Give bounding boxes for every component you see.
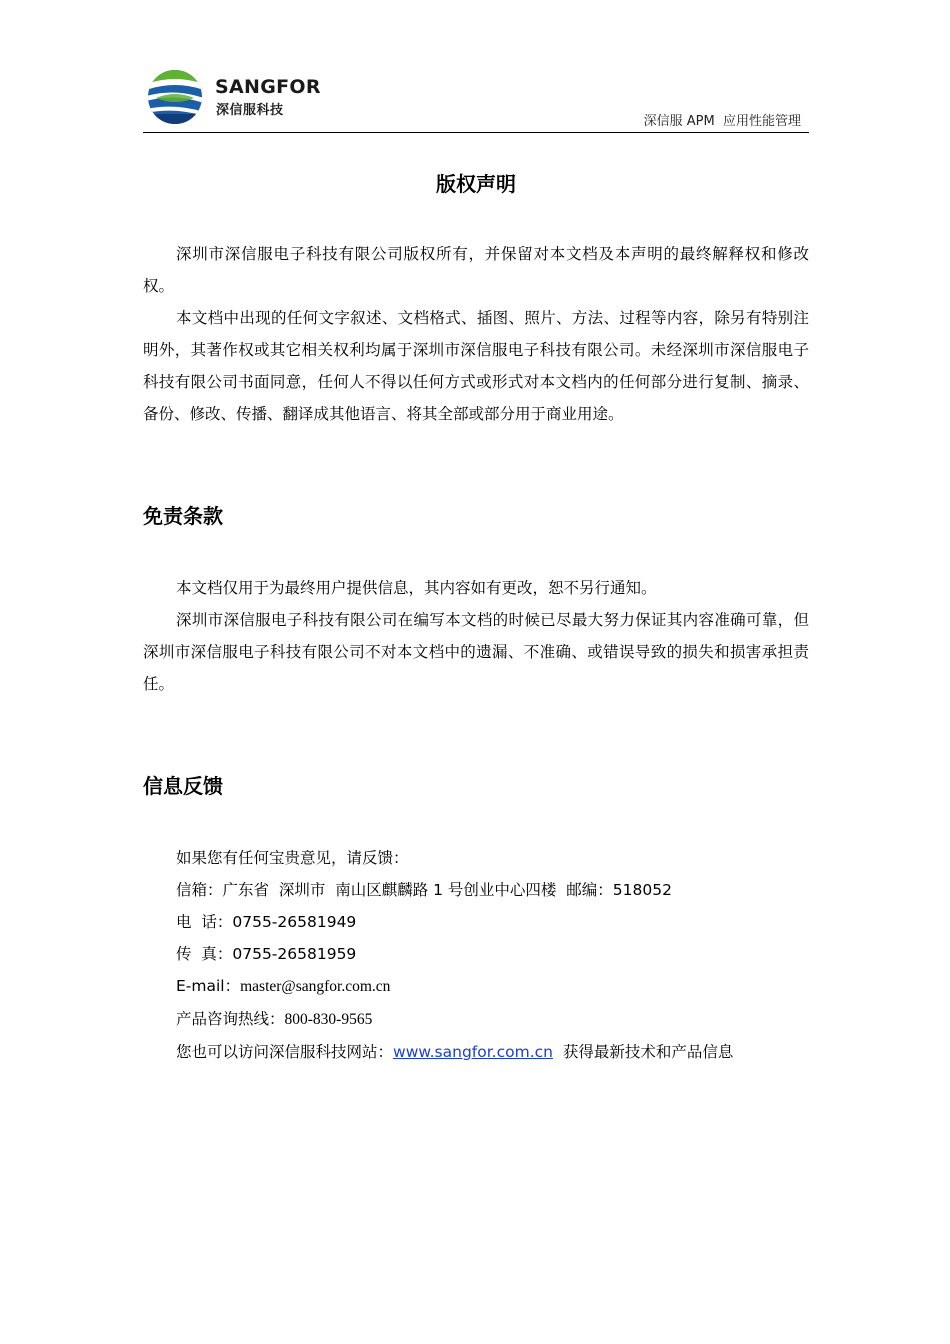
copyright-section [143,168,809,430]
hotline-number: 800-830-9565 [284,1011,373,1028]
page-header [143,66,809,133]
disclaimer-paragraph-2: 深圳市深信服电子科技有限公司在编写本文档的时候已尽最大努力保证其内容准确可靠，但深圳市深信服电子科技有限公司不对本文档中的遗漏、不准确、或错误导致的损失和损害承担责任。 [143,611,809,693]
website-suffix: 获得最新技术和产品信息 [552,1043,734,1061]
disclaimer-paragraph-1: 本文档仅用于为最终用户提供信息，其内容如有更改，恕不另行通知。 [176,579,657,597]
fax-number: 传 真：0755-26581959 [176,945,357,963]
hotline-label: 产品咨询热线： [176,1010,285,1028]
website-prefix: 您也可以访问深信服科技网站： [176,1043,394,1061]
email-address[interactable]: master@sangfor.com.cn [240,978,391,995]
mailing-address: 信箱：广东省 深圳市 南山区麒麟路 1 号创业中心四楼 邮编：518052 [176,881,672,899]
disclaimer-title: 免责条款 [143,504,223,528]
phone-number: 电 话：0755-26581949 [176,913,357,931]
sangfor-globe-icon [146,68,204,126]
email-line [143,970,809,1003]
copyright-title: 版权声明 [436,172,516,196]
hotline-line [143,1003,809,1036]
logo-title: SANGFOR [215,76,321,98]
website-link[interactable]: www.sangfor.com.cn [393,1043,553,1061]
copyright-paragraph-2: 本文档中出现的任何文字叙述、文档格式、插图、照片、方法、过程等内容，除另有特别注明外，其著作权或其它相关权利均属于深圳市深信服电子科技有限公司。未经深圳市深信服电子科技有限公司书面同意，任何人不得以任何方式或形式对本文档内的任何部分进行复制、摘录、备份、修改、传播、翻译成其他语言、将其全部或部分用于商业用途。 [143,309,809,423]
feedback-intro: 如果您有任何宝贵意见，请反馈： [176,849,409,867]
disclaimer-section [143,500,809,700]
header-divider [143,132,809,133]
copyright-paragraph-1: 深圳市深信服电子科技有限公司版权所有，并保留对本文档及本声明的最终解释权和修改权。 [143,245,809,295]
feedback-section [143,770,809,1068]
email-label: E-mail： [176,977,241,995]
document-body [143,160,809,1068]
website-line [143,1036,809,1068]
feedback-title: 信息反馈 [143,774,223,798]
logo-subtitle: 深信服科技 [216,103,284,118]
product-line: 深信服 APM 应用性能管理 [643,114,801,129]
